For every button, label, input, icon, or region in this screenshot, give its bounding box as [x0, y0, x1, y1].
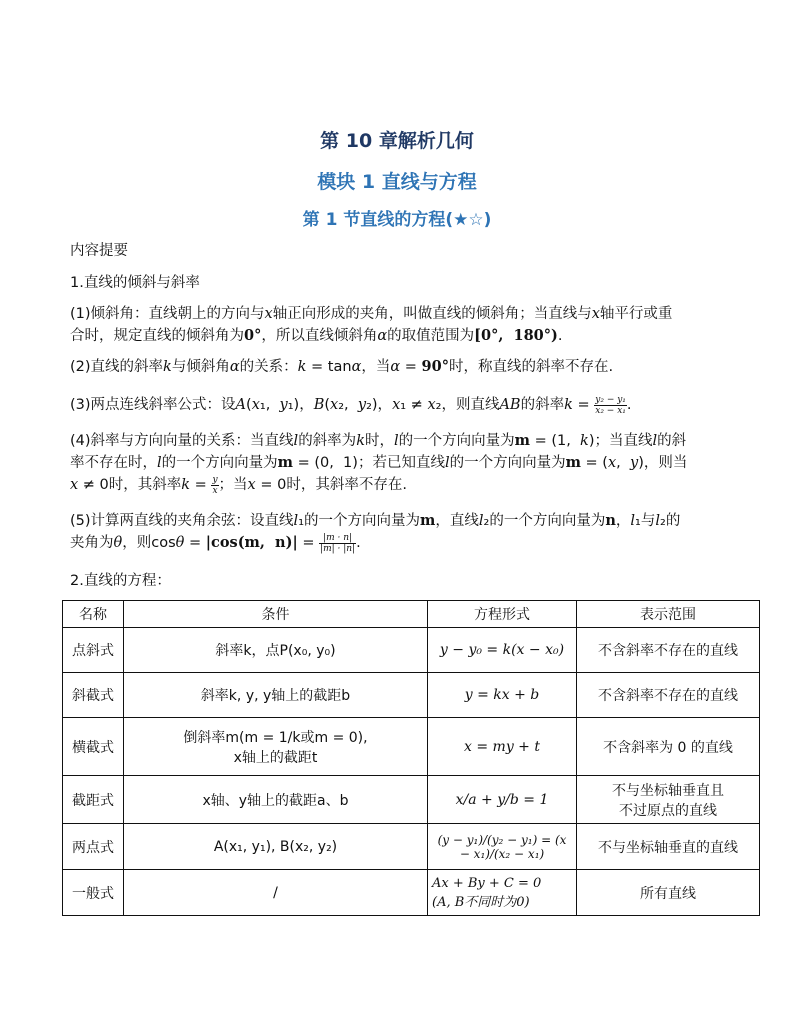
header-range: 表示范围 [577, 601, 760, 628]
row-range [577, 776, 760, 824]
row-range: 不含斜率不存在的直线 [577, 628, 760, 673]
paragraph-slope-angle: (2)直线的斜率k与倾斜角α的关系：k = tanα，当α = 90°时，称直线的斜率不存在. [70, 358, 614, 375]
table-row [63, 870, 760, 916]
row-name: 点斜式 [63, 628, 124, 673]
section-2-heading: 2.直线的方程： [70, 573, 171, 589]
row-condition: / [124, 870, 428, 916]
table-row [63, 776, 760, 824]
header-equation: 方程形式 [428, 601, 577, 628]
row-equation-line-1: Ax + By + C = 0 [432, 875, 542, 891]
row-condition-line-1: 倒斜率m(m = 1/k或m = 0), [183, 729, 368, 746]
header-name: 名称 [63, 601, 124, 628]
intro-label: 内容提要 [70, 243, 128, 259]
row-equation: (y − y₁)/(y₂ − y₁) = (x − x₁)/(x₂ − x₁) [428, 824, 577, 870]
row-range-line-2: 不过原点的直线 [619, 802, 717, 819]
row-condition-line-2: x轴上的截距t [233, 749, 318, 766]
row-name: 横截式 [63, 718, 124, 776]
row-range: 不含斜率不存在的直线 [577, 673, 760, 718]
row-equation [428, 870, 577, 916]
row-range: 所有直线 [577, 870, 760, 916]
row-range-line-1: 不与坐标轴垂直且 [612, 782, 724, 799]
row-equation: x = my + t [428, 718, 577, 776]
row-equation: y = kx + b [428, 673, 577, 718]
table-header-row [63, 601, 760, 628]
paragraph-inclination: (1)倾斜角：直线朝上的方向与x轴正向形成的夹角，叫做直线的倾斜角；当直线与x轴平行或重 合时，规定直线的倾斜角为0°，所以直线倾斜角α的取值范围为[0°, 180°). [70, 306, 673, 344]
section-1-heading: 1.直线的倾斜与斜率 [70, 275, 200, 291]
table-row [63, 824, 760, 870]
row-name: 斜截式 [63, 673, 124, 718]
row-name: 两点式 [63, 824, 124, 870]
row-range: 不含斜率为 0 的直线 [577, 718, 760, 776]
paragraph-two-point-slope: (3)两点连线斜率公式：设A(x₁, y₁)，B(x₂, y₂)，x₁ ≠ x₂，则直线AB的斜率k = $\frac{\text{y₂ − y₁}}{\text{x₂ − x₁}}$ . [70, 394, 632, 416]
row-condition: 斜率k, y, y轴上的截距b [124, 673, 428, 718]
header-condition: 条件 [124, 601, 428, 628]
module-title: 模块 1 直线与方程 [317, 171, 477, 193]
paragraph-angle-cosine: (5)计算两直线的夹角余弦：设直线l₁的一个方向向量为m，直线l₂的一个方向向量为n，l₁与l₂的 夹角为θ，则cosθ = |cos(m, n)| = $\frac{|m \cdot n|}{|m| \cdot |n|}$ . [70, 512, 681, 554]
row-name: 截距式 [63, 776, 124, 824]
table-row [63, 718, 760, 776]
row-condition: 斜率k，点P(x₀, y₀) [124, 628, 428, 673]
row-range: 不与坐标轴垂直的直线 [577, 824, 760, 870]
row-equation: x/a + y/b = 1 [428, 776, 577, 824]
row-name: 一般式 [63, 870, 124, 916]
table-row [63, 628, 760, 673]
row-condition [124, 718, 428, 776]
line-equation-table [62, 600, 760, 916]
row-equation-line-2: (A, B不同时为0) [432, 894, 530, 910]
chapter-title: 第 10 章解析几何 [320, 130, 474, 152]
section-title: 第 1 节直线的方程(★☆) [302, 210, 492, 230]
row-condition: A(x₁, y₁), B(x₂, y₂) [124, 824, 428, 870]
row-equation: y − y₀ = k(x − x₀) [428, 628, 577, 673]
table-row [63, 673, 760, 718]
row-condition: x轴、y轴上的截距a、b [124, 776, 428, 824]
paragraph-direction-vector: (4)斜率与方向向量的关系：当直线l的斜率为k时，l的一个方向向量为m = (1, k)；当直线l的斜 率不存在时，l的一个方向向量为m = (0, 1)；若已知直线l的一个方向向量为m = (x, y)，则当 x ≠ 0时，其斜率k = $\frac{y}{x}$ ；当x = 0时，其斜率不存在. [70, 432, 688, 496]
